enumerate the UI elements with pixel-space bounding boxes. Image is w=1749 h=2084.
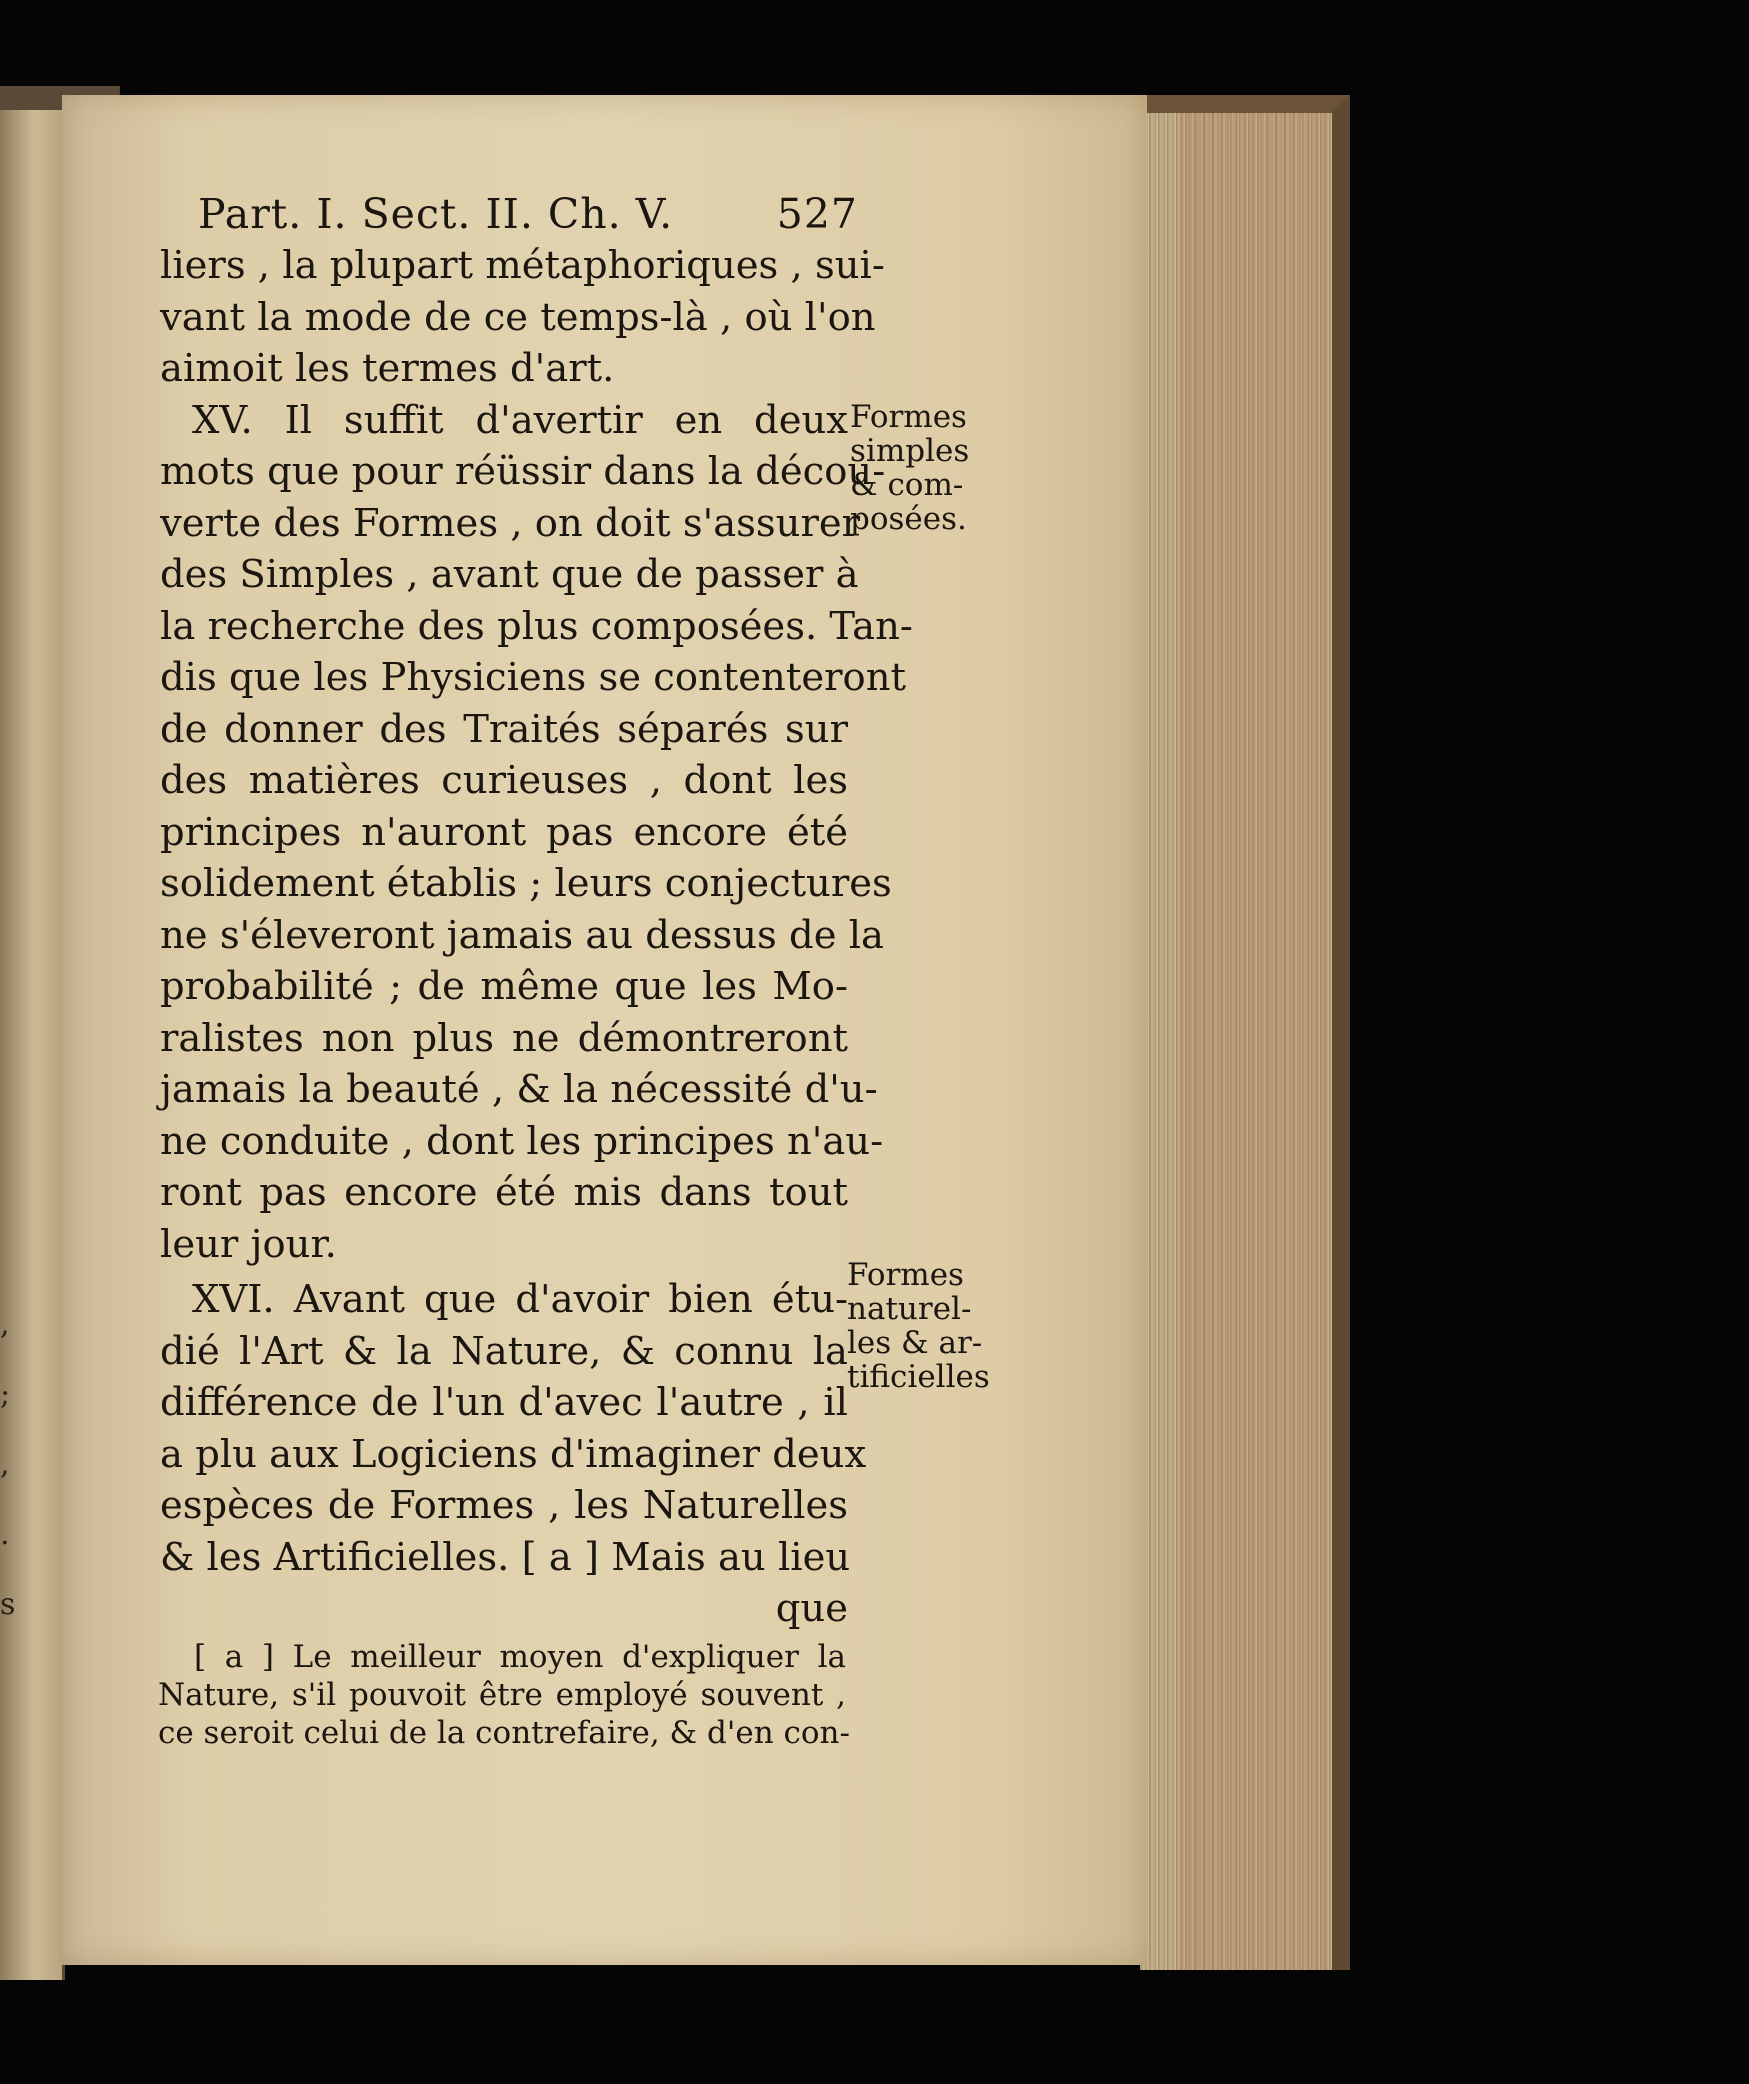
section-xv-start: XV. Il suffit d'avertir en deux bbox=[192, 397, 848, 443]
text-line: dis que les Physiciens se contenteront bbox=[160, 655, 906, 700]
text-line: ne conduite , dont les principes n'au- bbox=[160, 1118, 884, 1164]
text-line: ne s'éleveront jamais au dessus de la bbox=[160, 912, 884, 958]
text-line: dié l'Art & la Nature, & connu la bbox=[160, 1328, 848, 1374]
text-line: mots que pour réüssir dans la décou- bbox=[160, 449, 886, 494]
text-line: ront pas encore été mis dans tout bbox=[160, 1170, 848, 1215]
margin-note-forms-simple bbox=[850, 400, 969, 536]
margin-note-line: naturel- bbox=[847, 1291, 972, 1327]
margin-note-line: tificielles bbox=[847, 1359, 990, 1395]
margin-note-line: simples bbox=[850, 433, 970, 469]
running-title: Part. I. Sect. II. Ch. V. bbox=[198, 190, 674, 238]
footnote-line: Nature, s'il pouvoit être employé souvent , bbox=[158, 1677, 846, 1713]
text-line: & les Artificielles. [ a ] Mais au lieu bbox=[160, 1534, 851, 1580]
facing-page-edge bbox=[0, 110, 65, 1980]
footnote-line: [ a ] Le meilleur moyen d'expliquer la bbox=[194, 1639, 846, 1675]
catchword: que bbox=[775, 1586, 848, 1631]
text-line: vant la mode de ce temps-là , où l'on bbox=[160, 294, 876, 340]
text-line: la recherche des plus composées. Tan- bbox=[160, 603, 913, 649]
footnote bbox=[158, 1638, 850, 1752]
text-line: principes n'auront pas encore été bbox=[160, 809, 848, 855]
section-xvi-start: XVI. Avant que d'avoir bien étu- bbox=[192, 1277, 848, 1322]
text-line: de donner des Traités séparés sur bbox=[160, 706, 848, 752]
text-line: liers , la plupart métaphoriques , sui- bbox=[160, 243, 885, 288]
text-line: probabilité ; de même que les Mo- bbox=[160, 964, 848, 1009]
text-line: a plu aux Logiciens d'imaginer deux bbox=[160, 1431, 867, 1477]
margin-note-line: les & ar- bbox=[847, 1325, 983, 1361]
text-line: espèces de Formes , les Naturelles bbox=[160, 1483, 848, 1528]
text-line: solidement établis ; leurs conjectures bbox=[160, 861, 892, 906]
margin-note-forms-natural bbox=[847, 1258, 990, 1394]
facing-page-marks: , ; , . s bbox=[0, 1307, 16, 1622]
text-line: aimoit les termes d'art. bbox=[160, 346, 615, 391]
text-line: jamais la beauté , & la nécessité d'u- bbox=[160, 1067, 878, 1112]
margin-note-line: & com- bbox=[850, 467, 964, 503]
text-line: verte des Formes , on doit s'assurer bbox=[160, 500, 861, 546]
running-header bbox=[198, 190, 858, 238]
margin-note-line: Formes bbox=[850, 399, 967, 435]
text-line: différence de l'un d'avec l'autre , il bbox=[160, 1380, 848, 1425]
margin-note-line: Formes bbox=[847, 1257, 964, 1293]
page-number: 527 bbox=[776, 190, 858, 238]
text-line: leur jour. bbox=[160, 1221, 337, 1267]
text-line: ralistes non plus ne démontreront bbox=[160, 1015, 848, 1061]
page-block-edges bbox=[1140, 95, 1350, 1970]
margin-note-line: posées. bbox=[850, 501, 967, 537]
body-text bbox=[160, 240, 913, 1635]
footnote-line: ce seroit celui de la contrefaire, & d'en con- bbox=[158, 1715, 850, 1751]
text-line: des matières curieuses , dont les bbox=[160, 758, 848, 803]
text-line: des Simples , avant que de passer à bbox=[160, 552, 859, 597]
